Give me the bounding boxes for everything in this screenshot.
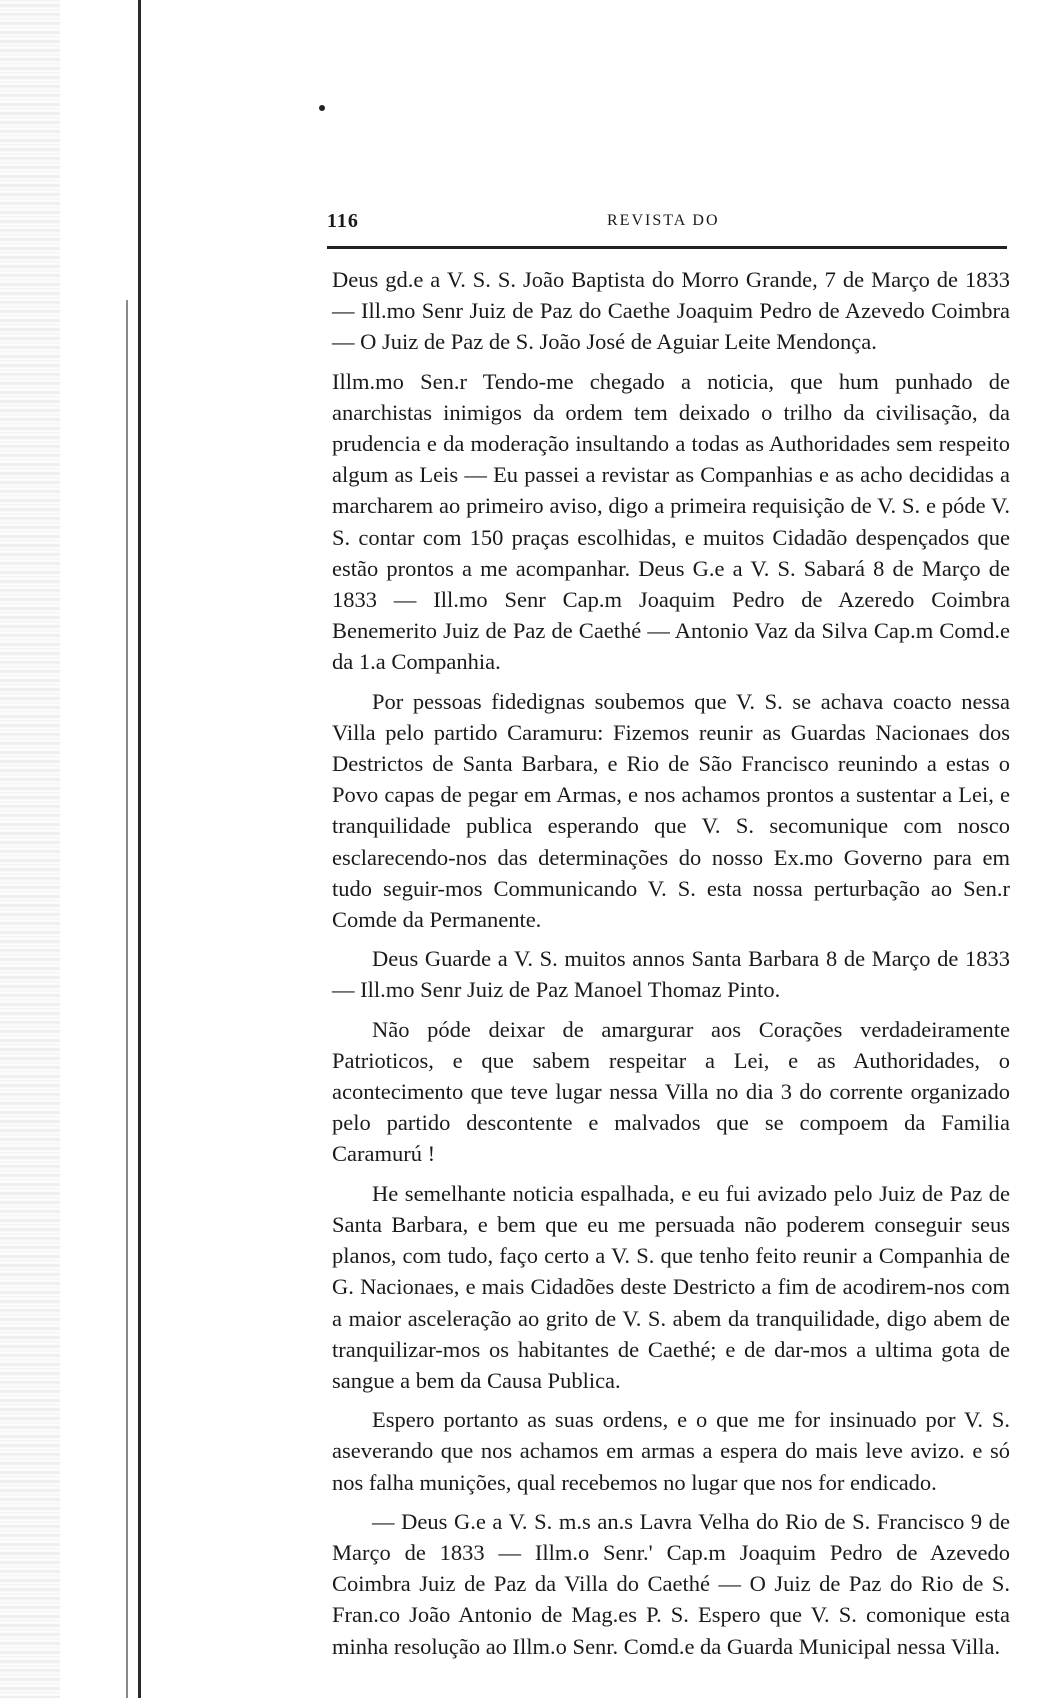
page-header (327, 210, 1007, 236)
scanned-binding-edge (0, 0, 145, 1698)
ink-dot (319, 105, 325, 111)
book-spine-line (138, 0, 141, 1698)
paragraph: Espero portanto as suas ordens, e o que me for insinuado por V. S. aseverando que nos achamos em armas a espera do mais leve avizo. e só nos falha munições, qual recebemos no lugar que nos for endicado. (332, 1407, 1010, 1495)
paragraph: Deus Guarde a V. S. muitos annos Santa Barbara 8 de Março de 1833 — Ill.mo Senr Juiz de Paz Manoel Thomaz Pinto. (332, 946, 1010, 1003)
paragraph: Deus gd.e a V. S. S. João Baptista do Morro Grande, 7 de Março de 1833 — Ill.mo Senr Juiz de Paz do Caethe Joaquim Pedro de Azevedo Coimbra — O Juiz de Paz de S. João José de Aguiar Leite Mendonça. (332, 267, 1010, 355)
scan-noise (0, 0, 60, 1698)
paragraph: — Deus G.e a V. S. m.s an.s Lavra Velha do Rio de S. Francisco 9 de Março de 1833 — Illm.o Senr.' Cap.m Joaquim Pedro de Azevedo Coimbra Juiz de Paz da Villa do Caethé — O Juiz de Paz do Rio de S. Fran.co João Antonio de Mag.es P. S. Espero que V. S. comonique esta minha resolução ao Illm.o Senr. Comd.e da Guarda Municipal nessa Villa. (332, 1508, 1010, 1659)
paragraph: Por pessoas fidedignas soubemos que V. S. se achava coacto nessa Villa pelo partido Caramuru: Fizemos reunir as Guardas Nacionaes dos Destrictos de Santa Barbara, e Rio de São Francisco reunindo a estas o Povo capas de pegar em Armas, e nos achamos prontos a sustentar a Lei, e tranquilidade publica esperando que V. S. secomunique com nosco esclarecendo-nos das determinações do nosso Ex.mo Governo para em tudo seguir-mos Communicando V. S. esta nossa perturbação ao Sen.r Comde da Permanente. (332, 688, 1010, 933)
running-title: REVISTA DO (607, 212, 720, 229)
page-number: 116 (327, 210, 359, 232)
body-text (332, 264, 1010, 1670)
paragraph: Illm.mo Sen.r Tendo-me chegado a noticia, que hum punhado de anarchistas inimigos da ordem tem deixado o trilho da civilisação, da prudencia e da moderação insultando a todas as Authoridades sem respeito algum as Leis — Eu passei a revistar as Companhias e as acho decididas a marcharem ao primeiro aviso, digo a primeira requisição de V. S. e póde V. S. contar com 150 praças escolhidas, e muitos Cidadão despençados que estão prontos a me acompanhar. Deus G.e a V. S. Sabará 8 de Março de 1833 — Ill.mo Senr Cap.m Joaquim Pedro de Azeredo Coimbra Benemerito Juiz de Paz de Caethé — Antonio Vaz da Silva Cap.m Comd.e da 1.a Companhia. (332, 368, 1010, 675)
paragraph: Não póde deixar de amargurar aos Corações verdadeiramente Patrioticos, e que sabem respeitar a Lei, e as Authoridades, o acontecimento que teve lugar nessa Villa no dia 3 do corrente organizado pelo partido descontente e malvados que se compoem da Familia Caramurú ! (332, 1016, 1010, 1167)
header-rule (327, 246, 1007, 249)
paragraph: He semelhante noticia espalhada, e eu fui avizado pelo Juiz de Paz de Santa Barbara, e bem que eu me persuada não poderem conseguir seus planos, com tudo, faço certo a V. S. que tenho feito reunir a Companhia de G. Nacionaes, e mais Cidadões deste Destricto a fim de acodirem-nos com a maior asceleração ao grito de V. S. abem da tranquilidade, digo abem de tranquilizar-mos os habitantes de Caethé; e de dar-mos a ultima gota de sangue a bem da Causa Publica. (332, 1180, 1010, 1393)
binding-shadow-line (126, 300, 128, 1698)
